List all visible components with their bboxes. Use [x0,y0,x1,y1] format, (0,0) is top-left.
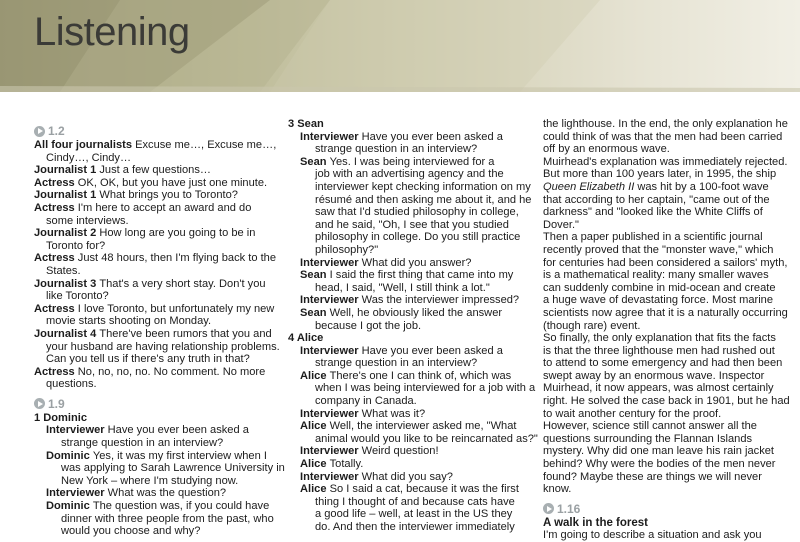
transcript-block [34,412,284,538]
transcript-line [34,525,284,538]
transcript-line [34,500,284,513]
speaker-name: Sean [300,155,330,168]
transcript-line [34,487,284,500]
speech-text: No, no, no, no. No comment. No more [77,365,266,378]
text-line: Queen Elizabeth II was hit by a 100-foot wave [543,180,769,193]
speaker-name: Interviewer [300,256,362,269]
transcript-line [34,189,284,202]
speech-text: Well, the interviewer asked me, "What [329,420,517,433]
speech-text: because I got the job. [315,319,422,332]
audio-play-icon [34,126,45,137]
text-line: the lighthouse. In the end, the only explanation he [543,118,788,130]
speaker-name: Journalist 4 [34,327,100,340]
text-line: Dover." [543,218,580,231]
speech-text: dinner with three people from the past, who [61,512,274,525]
text-line: is a mathematical reality: many smaller waves [543,269,769,282]
transcript-line [34,341,284,354]
transcript-line [34,450,284,463]
speaker-name: Interviewer [46,424,108,437]
transcript-line [288,118,524,131]
transcript-line [288,131,524,144]
text-line: scientists now agree that it is a naturally occurring [543,306,788,319]
page-title: Listening [34,10,190,54]
transcript-block [288,118,538,534]
text-line: darkness" and "looked like the White Cliffs of [543,206,763,219]
transcript-line [34,353,284,366]
speech-text: Just 48 hours, then I'm flying back to the [77,252,277,265]
transcript-line [288,244,524,257]
speech-text: interviewer kept checking information on my [315,180,531,193]
transcript-line [34,152,284,165]
text-line: behind? Why were the bodies of the men never [543,458,776,471]
column-1 [34,124,284,538]
speech-text: There've been rumors that you and [99,327,272,340]
transcript-line [288,206,524,219]
speaker-name: Interviewer [300,445,362,458]
speech-text: animal would you like to be reincarnated as?" [315,432,538,445]
speech-text: Yes. I was being interviewed for a [329,155,495,168]
transcript-line [288,168,524,181]
speech-text: some interviews. [46,214,129,227]
speech-text: Totally. [329,458,364,471]
speech-text: questions. [46,378,97,391]
transcript-line [34,290,284,303]
speaker-name: Dominic [46,500,93,513]
text-line: that according to her captain, "came out of the [543,193,770,206]
text-line: for centuries had been considered a sailors' myth, [543,256,788,269]
transcript-line [34,252,284,265]
transcript-line [288,269,524,282]
speaker-name: Dominic [46,449,93,462]
text-line: right. He solved the case back in 1901, but he had [543,395,790,408]
transcript-line [288,307,524,320]
transcript-line [34,328,284,341]
speech-text: Just a few questions… [99,164,211,177]
speech-text: a good life – well, at least in the US they [315,508,513,521]
transcript-line [34,303,284,316]
speech-text: thing I thought of and because cats have [315,495,515,508]
text-line: recently proved that the "monster wave," which [543,243,774,256]
transcript-line [288,156,524,169]
text-line: Muirhead, it now appears, was almost certainly [543,382,774,395]
speech-text: Excuse me…, Excuse me…, [135,139,277,151]
speaker-name: Journalist 3 [34,277,100,290]
speech-text: Have you ever been asked a [361,130,503,143]
transcript-line [34,437,284,450]
transcript-line [34,227,284,240]
speech-text: saw that I'd studied philosophy in college, [315,206,519,219]
speaker-name: Alice [300,420,330,433]
speaker-name: Journalist 1 [34,164,100,177]
speech-text: your husband are having relationship problems. [46,340,280,353]
speaker-name: Sean [300,269,330,282]
speech-text: So I said a cat, because it was the first [329,483,519,496]
transcript-line [288,282,524,295]
speech-text: Was the interviewer impressed? [361,294,520,307]
speech-text: There's one I can think of, which was [329,369,512,382]
audio-track-label: 1.2 [34,124,284,138]
speaker-name: Interviewer [300,294,362,307]
transcript-line [288,231,524,244]
text-line: (though rare) event. [543,319,641,332]
speech-text: philosophy in college. Do you still practice [315,231,521,244]
section-title: A walk in the forest [543,516,649,529]
speech-text: New York – where I'm studying now. [61,474,239,487]
speech-text: company in Canada. [315,395,417,408]
transcript-line [34,278,284,291]
transcript-line [288,408,524,421]
speech-text: Cindy…, Cindy… [46,151,132,164]
speech-text: and he said, "Oh, I see that you studied [315,218,509,231]
speaker-name: All four journalists [34,139,136,151]
transcript-line [288,345,524,358]
column-3 [543,118,788,542]
text-line: is that the three lighthouse men had rushed out [543,344,775,357]
transcript-line [34,412,284,425]
transcript-line [288,395,524,408]
audio-track-label: 1.9 [34,397,284,411]
speech-text: résumé and then asking me about it, and he [315,193,532,206]
speech-text: strange question in an interview? [61,437,224,450]
transcript-line [288,382,536,395]
speech-text: What was the question? [107,487,227,500]
speech-text: The question was, if you could have [92,500,270,513]
transcript-line [288,294,524,307]
transcript-line [288,370,524,383]
speech-text: like Toronto? [46,290,109,303]
transcript-line [34,378,284,391]
transcript-block [34,139,284,391]
transcript-line [34,202,284,215]
transcript-line [288,320,524,333]
speaker-name: Interviewer [300,344,362,357]
transcript-line [34,240,284,253]
transcript-line [288,143,524,156]
speaker-name: Sean [300,306,330,319]
transcript-line [288,496,524,509]
text-line: to attend to some emergency and had then been [543,357,783,370]
speech-text: job with an advertising agency and the [315,168,504,181]
speech-text: Toronto for? [46,239,106,252]
speech-text: What was it? [361,407,426,420]
speech-text: do. And then the interviewer immediately [315,521,515,533]
speech-text: philosophy?" [315,243,379,256]
text-line: But more than 100 years later, in 1995, the ship [543,168,777,181]
transcript-line [288,420,524,433]
speech-text: I'm here to accept an award and do [77,201,252,214]
speaker-name: Actress [34,365,78,378]
speaker-name: Interviewer [300,407,362,420]
column-2 [288,118,538,534]
text-line: could think of was that the men had been carried [543,130,783,143]
text-line: Muirhead's explanation was immediately rejected. [543,155,788,168]
speech-text: What did you answer? [361,256,472,269]
speaker-name: Journalist 1 [34,189,100,202]
text-line: a huge wave of devastating force. Most marine [543,294,774,307]
transcript-line [288,432,538,446]
speech-text: That's a very short stay. Don't you [99,277,266,290]
speaker-name: Alice [300,458,330,471]
speech-text: Weird question! [361,445,439,458]
speaker-name: Alice [300,483,330,496]
speaker-name: Interviewer [300,130,362,143]
speech-text: was applying to Sarah Lawrence University in [61,462,285,475]
transcript-line [288,193,532,207]
speech-text: Can you tell us if there's any truth in that? [46,353,250,366]
transcript-block [543,118,788,496]
transcript-line [34,513,284,526]
transcript-line [34,315,284,328]
transcript-line [34,177,284,190]
text-line: Then a paper published in a scientific journal [543,231,763,244]
speech-text: What did you say? [361,470,453,483]
speech-text: head, I said, "Well, I still think a lot." [315,281,490,294]
transcript-line [288,445,524,458]
transcript-line [288,521,524,534]
transcript-line [288,357,524,370]
speech-text: How long are you going to be in [99,227,256,240]
speech-text: States. [46,264,81,277]
speech-text: What brings you to Toronto? [99,189,238,202]
speaker-name: 4 Alice [288,332,324,345]
text-line: to wait another century for the proof. [543,407,722,420]
speaker-name: Alice [300,369,330,382]
text-line: I'm going to describe a situation and ask you [543,529,762,542]
speech-text: when I was being interviewed for a job with a [315,382,536,395]
speech-text: Yes, it was my first interview when I [92,449,267,462]
transcript-line [288,332,524,345]
speaker-name: Journalist 2 [34,227,100,240]
transcript-line [34,424,284,437]
speech-text: Have you ever been asked a [361,344,503,357]
speaker-name: Actress [34,302,78,315]
transcript-line [288,483,524,496]
transcript-line [34,215,284,228]
transcript-line [34,139,284,152]
text-line: swept away by an enormous wave. Inspector [543,369,765,382]
transcript-line [34,475,284,488]
transcript-line [34,265,284,278]
speaker-name: Interviewer [300,470,362,483]
speech-text: I love Toronto, but unfortunately my new [77,302,275,315]
transcript-line [288,471,524,484]
text-line: So finally, the only explanation that fits the facts [543,332,776,345]
text-line: mystery. Why did one man leave his rain jacket [543,445,775,458]
speech-text: would you choose and why? [61,525,201,538]
text-line: can suddenly combine in mid-ocean and create [543,281,776,294]
text-line: found? Maybe these are things we will never [543,470,762,483]
text-line: off by an enormous wave. [543,143,670,156]
speech-text: I said the first thing that came into my [329,269,514,282]
transcript-line [288,219,524,232]
speech-text: strange question in an interview? [315,143,478,156]
transcript-line [34,366,284,379]
speaker-name: Interviewer [46,487,108,500]
transcript-line [288,508,524,521]
speech-text: Have you ever been asked a [107,424,249,437]
transcript-line [288,257,524,270]
text-line: know. [543,483,572,496]
speaker-name: Actress [34,201,78,214]
text-line: However, science still cannot answer all the [543,420,757,433]
transcript-line [34,462,284,475]
page-header [0,0,800,92]
transcript-line [288,180,531,194]
speaker-name: Actress [34,176,78,189]
speech-text: OK, OK, but you have just one minute. [77,176,268,189]
speech-text: movie starts shooting on Monday. [46,315,212,328]
speech-text: Well, he obviously liked the answer [329,306,503,319]
transcript-line [34,164,284,177]
audio-track-label: 1.16 [543,502,788,516]
speaker-name: 1 Dominic [34,411,88,424]
speaker-name: 3 Sean [288,118,324,130]
transcript-line [288,458,524,471]
audio-play-icon [34,398,45,409]
speech-text: strange question in an interview? [315,357,478,370]
text-line: questions surrounding the Flannan Islands [543,432,753,445]
speaker-name: Actress [34,252,78,265]
